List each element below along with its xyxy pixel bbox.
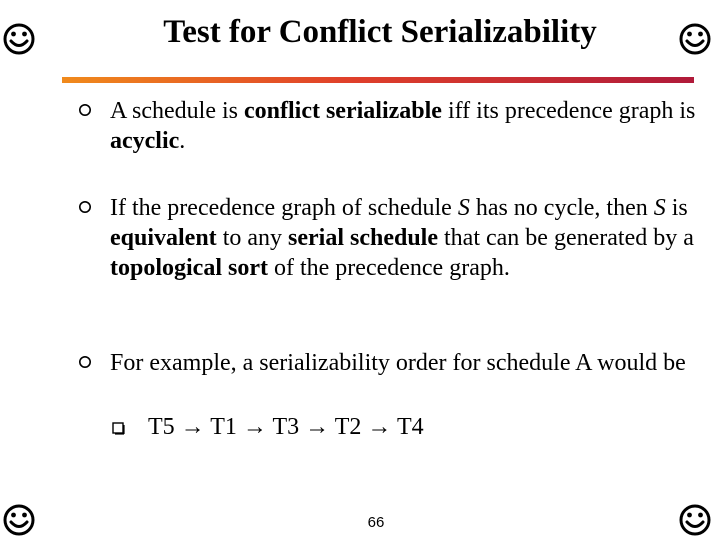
- square-bullet-icon: [112, 422, 125, 435]
- schedule-variable: S: [457, 195, 470, 221]
- circle-bullet-icon: [78, 200, 92, 214]
- transaction-label: T2: [334, 414, 362, 440]
- circle-bullet-icon: [78, 103, 92, 117]
- arrow-icon: →: [305, 414, 330, 440]
- serialization-order: [148, 412, 424, 442]
- emphasis-text: equivalent: [110, 225, 217, 251]
- emphasis-text: conflict serializable: [243, 98, 442, 124]
- arrow-icon: →: [242, 414, 267, 440]
- transaction-label: T1: [210, 414, 237, 440]
- slide-title: Test for Conflict Serializability: [163, 14, 597, 50]
- emphasis-text: serial schedule: [288, 225, 439, 251]
- circle-bullet-icon: [78, 355, 92, 369]
- schedule-variable: S: [653, 195, 666, 221]
- arrow-icon: →: [367, 414, 392, 440]
- page-number: 66: [367, 514, 385, 531]
- transaction-label: T4: [397, 414, 424, 440]
- transaction-label: T5: [148, 414, 175, 440]
- transaction-label: T3: [272, 414, 300, 440]
- bullet-text: If the precedence graph of schedule S has no cycle, then S is equivalent to any serial schedule that can be generated by a topological sort of the precedence graph.: [110, 195, 694, 281]
- bullet-text: For example, a serializability order for schedule A would be: [110, 350, 686, 376]
- emphasis-text: acyclic: [110, 128, 180, 154]
- bullet-text: A schedule is conflict serializable iff its precedence graph is acyclic.: [110, 98, 696, 154]
- title-divider: [62, 77, 694, 83]
- arrow-icon: →: [180, 414, 205, 440]
- smiley-face-icon: [2, 503, 36, 537]
- emphasis-text: topological sort: [110, 255, 268, 281]
- smiley-face-icon: [678, 503, 712, 537]
